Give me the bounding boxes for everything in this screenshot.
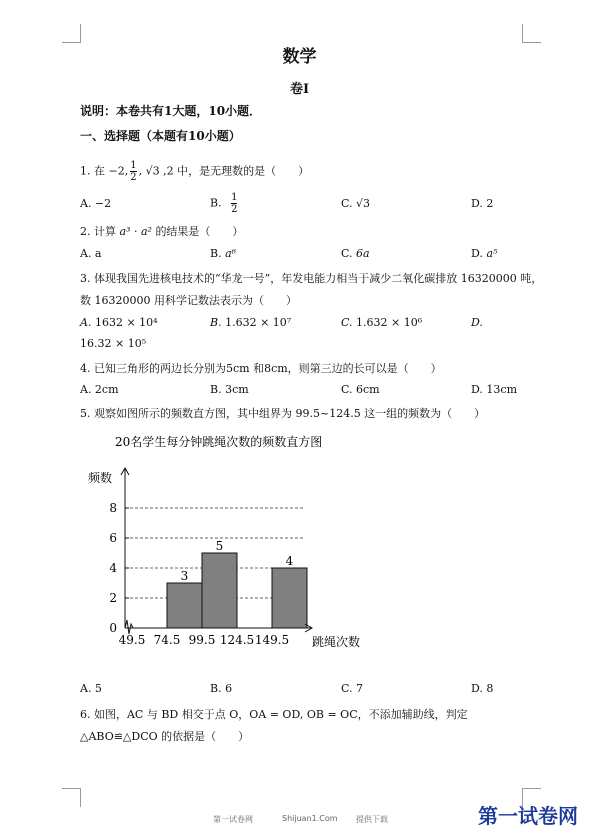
q1-option-a: A. −2 [80, 197, 112, 210]
q5-option-b: B. 6 [210, 682, 233, 695]
y-tick-4: 4 [109, 561, 117, 575]
y-tick-6: 6 [109, 531, 117, 545]
question-5-stem: 5. 观察如图所示的频数直方图，其中组界为 99.5~124.5 这一组的频数为（ ） [80, 407, 486, 420]
q3-option-d-value: 16.32 × 10⁵ [80, 337, 147, 350]
x-tick-0: 49.5 [118, 633, 146, 647]
q3-option-c: C. 1.632 × 10⁶ [341, 316, 423, 329]
q5-option-d: D. 8 [471, 682, 494, 695]
instructions: 说明：本卷共有1大题，10小题． [80, 104, 262, 118]
q4-option-c: C. 6cm [341, 383, 380, 396]
y-tick-2: 2 [109, 591, 117, 605]
bar-label-3: 3 [180, 569, 189, 583]
q2-option-b: B. a⁶ [210, 247, 237, 260]
corner-mark-bottom-left [62, 788, 81, 807]
y-tick-8: 8 [109, 501, 117, 515]
question-3-line-2: 数 16320000 用科学记数法表示为（ ） [80, 294, 297, 307]
q5-option-c: C. 7 [341, 682, 364, 695]
page-title: 数学 [282, 47, 317, 67]
chart-x-axis-label: 跳绳次数 [312, 635, 361, 649]
x-tick-4: 149.5 [254, 633, 290, 647]
bar-label-4: 4 [285, 554, 294, 568]
q1-option-b: B. $\frac{1}{2}$ [210, 192, 238, 215]
question-3-line-1: 3. 体现我国先进核电技术的“华龙一号”，年发电能力相当于减少二氧化碳排放 16320000 吨， [80, 272, 543, 285]
axis-break-mark [125, 620, 133, 634]
q3-option-b: B. 1.632 × 10⁷ [210, 316, 292, 329]
footer-site-url[interactable]: Shijuan1.Com [282, 814, 338, 823]
paper-subtitle: 卷I [289, 82, 310, 97]
chart-title: 20名学生每分钟跳绳次数的频数直方图 [115, 435, 323, 449]
chart-x-ticks [119, 633, 290, 647]
footer-download-text: 提供下载 [356, 815, 388, 824]
brand-logo: 第一试卷网 [478, 804, 578, 828]
chart-y-ticks [109, 501, 129, 635]
q1-option-d: D. 2 [471, 197, 494, 210]
corner-mark-top-right [522, 24, 541, 43]
question-1-stem: 1. 在 −2, $\frac{1}{2}$ , √3 ,2 中，是无理数的是（ ） [80, 160, 310, 183]
question-4-stem: 4. 已知三角形的两边长分别为5cm 和8cm，则第三边的长可以是（ ） [80, 362, 442, 375]
q3-option-d-label: D. [471, 316, 483, 329]
q5-option-a: A. 5 [80, 682, 102, 695]
q2-option-c: C. 6a [341, 247, 370, 260]
q1-option-c: C. √3 [341, 197, 371, 210]
q4-option-a: A. 2cm [80, 383, 119, 396]
section-heading: 一、选择题（本题有10小题） [80, 129, 241, 143]
bar-74.5-99.5 [167, 583, 202, 628]
bar-99.5-124.5 [202, 553, 237, 628]
bar-label-5: 5 [215, 539, 224, 553]
q4-option-b: B. 3cm [210, 383, 249, 396]
chart-y-axis-label: 频数 [88, 471, 113, 485]
x-tick-3: 124.5 [219, 633, 255, 647]
q4-option-d: D. 13cm [471, 383, 518, 396]
question-6-line-2: △ABO≌△DCO 的依据是（ ） [80, 730, 250, 743]
question-2-stem: 2. 计算 a³ · a² 的结果是（ ） [80, 225, 244, 238]
corner-mark-top-left [62, 24, 81, 43]
x-tick-1: 74.5 [153, 633, 181, 647]
x-tick-2: 99.5 [188, 633, 216, 647]
y-tick-0: 0 [109, 621, 117, 635]
q3-option-a: A. 1632 × 10⁴ [80, 316, 158, 329]
footer-site-name: 第一试卷网 [213, 815, 253, 824]
q2-option-d: D. a⁵ [471, 247, 498, 260]
q2-option-a: A. a [80, 247, 102, 260]
question-6-line-1: 6. 如图，AC 与 BD 相交于点 O，OA = OD, OB = OC，不添加辅助线，判定 [80, 708, 468, 721]
frequency-histogram [80, 428, 410, 660]
bar-149.5-174.5 [272, 568, 307, 628]
